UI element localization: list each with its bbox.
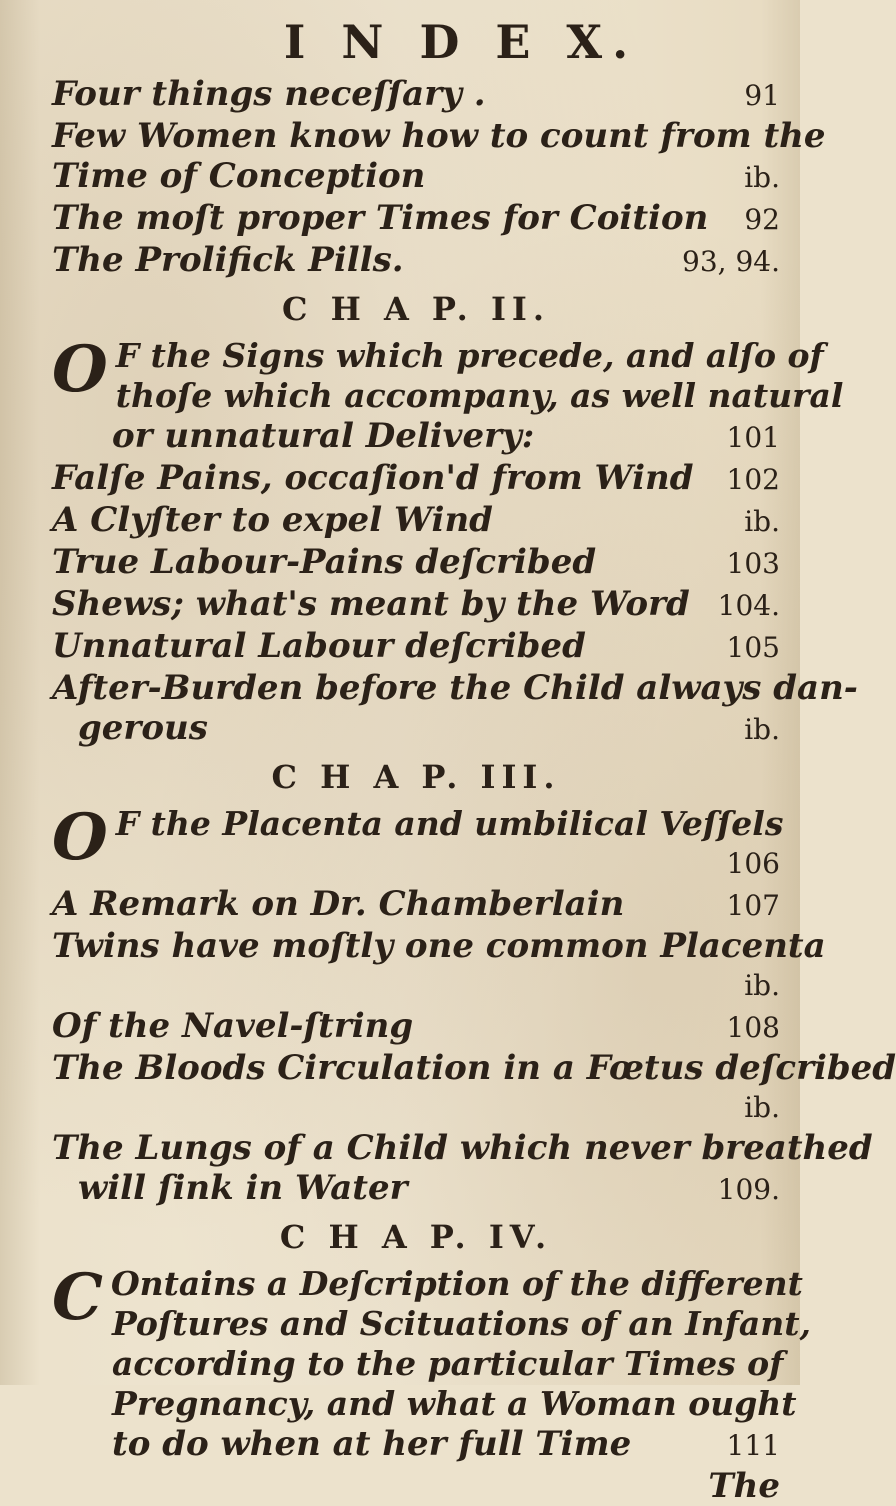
index-entry: A Remark on Dr. Chamberlain 107 <box>52 884 780 924</box>
intro-line: Ontains a Deſcription of the different <box>110 1264 803 1303</box>
index-entry: The moſt proper Times for Coition 92 <box>52 198 780 238</box>
index-entry: Shews; what's meant by the Word 104. <box>52 584 780 624</box>
block1 <box>52 74 826 282</box>
index-entry: A Clyſter to expel Wind ib. <box>52 500 780 540</box>
drop-cap: O <box>52 800 108 875</box>
index-entry: will ſink in Water 109. <box>78 1168 780 1208</box>
chapter-3-intro <box>52 800 784 884</box>
chapter-heading-2: C H A P. II. <box>281 290 551 328</box>
index-entry: gerous ib. <box>78 708 780 748</box>
index-entry: Falſe Pains, occaſion'd from Wind 102 <box>52 458 780 498</box>
intro-line: to do when at her full Time 111 <box>112 1424 780 1464</box>
index-entry: Of the Navel-ſtring 108 <box>52 1006 780 1046</box>
index-entry: The Bloods Circulation in a Fœtus deſcribed <box>52 1048 896 1088</box>
index-entry: After-Burden before the Child always dan- <box>52 668 858 708</box>
catchword: The <box>708 1466 780 1506</box>
index-entry: Few Women know how to count from the <box>52 116 826 156</box>
index-entry: True Labour-Pains deſcribed 103 <box>52 542 780 582</box>
intro-line: or unnatural Delivery: 101 <box>112 416 780 456</box>
chapter-2-entries <box>52 458 858 750</box>
intro-line: Poſtures and Scituations of an Infant, <box>112 1304 811 1343</box>
intro-line: 106 <box>726 847 780 880</box>
index-entry: Unnatural Labour deſcribed 105 <box>52 626 780 666</box>
intro-line: thoſe which accompany, as well natural <box>115 376 844 415</box>
intro-line: F the Signs which precede, and alſo of <box>115 336 824 375</box>
index-entry: The Prolifick Pills. 93, 94. <box>52 240 780 280</box>
page-header: I N D E X. <box>283 15 639 69</box>
index-entry: ib. <box>744 969 780 1002</box>
index-entry: Four things neceſſary . 91 <box>52 74 780 114</box>
chapter-heading-4: C H A P. IV. <box>279 1218 553 1256</box>
chapter-2-intro <box>52 332 844 458</box>
drop-cap: C <box>52 1260 103 1335</box>
index-entry: Twins have moſtly one common Placenta <box>52 926 826 966</box>
index-entry: Time of Conception ib. <box>52 156 780 196</box>
index-entry: The Lungs of a Child which never breathed <box>52 1128 873 1168</box>
index-entry: ib. <box>744 1091 780 1124</box>
chapter-3-entries <box>52 884 896 1210</box>
chapter-heading-3: C H A P. III. <box>271 758 561 796</box>
intro-line: according to the particular Times of <box>112 1344 784 1383</box>
chapter-4-intro <box>52 1260 811 1506</box>
intro-line: Pregnancy, and what a Woman ought <box>112 1384 797 1423</box>
intro-line: F the Placenta and umbilical Veſſels <box>115 804 784 843</box>
drop-cap: O <box>52 332 108 407</box>
